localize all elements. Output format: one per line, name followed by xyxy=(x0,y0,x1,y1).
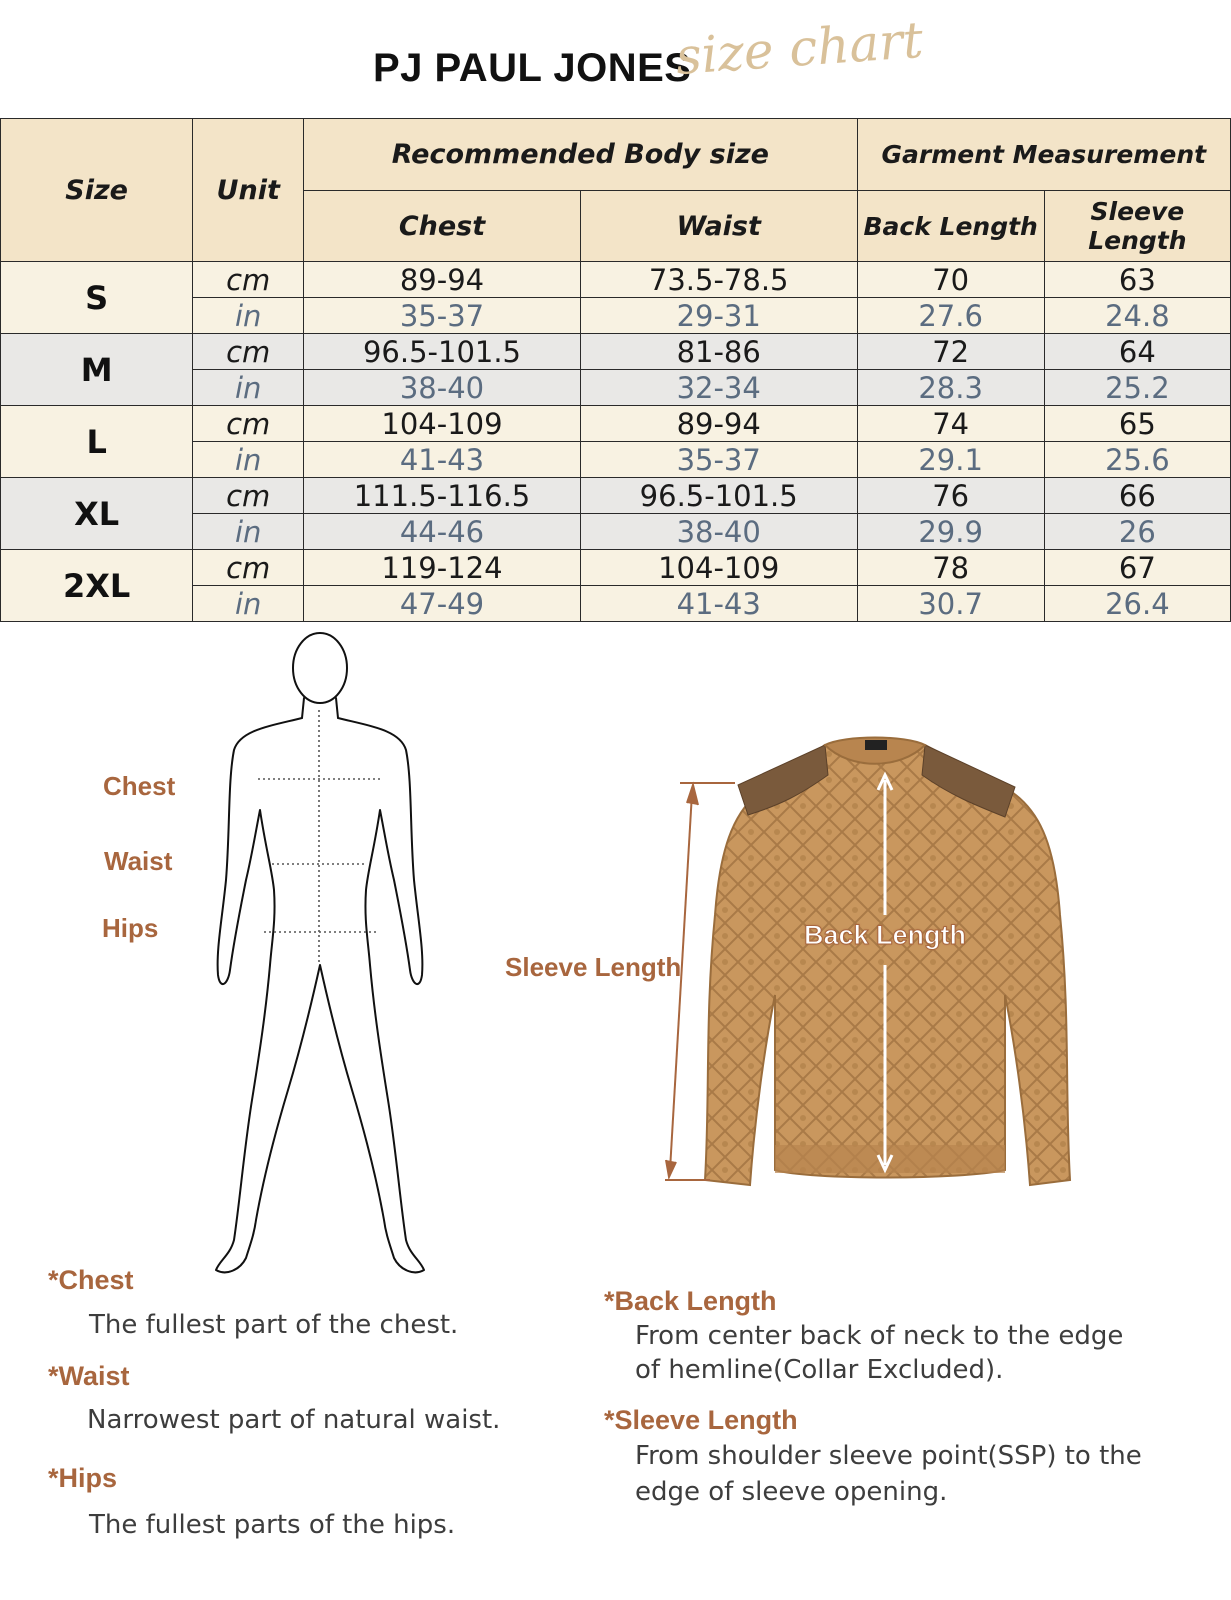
waist-cell: 89-94 xyxy=(580,406,857,442)
unit-cell: cm xyxy=(193,478,304,514)
sleeve-length-cell: 67 xyxy=(1044,550,1230,586)
note-sleeve-length-title: *Sleeve Length xyxy=(604,1405,798,1435)
header-recommended-body-size: Recommended Body size xyxy=(304,119,857,191)
body-label-hips: Hips xyxy=(102,913,159,943)
sleeve-length-cell: 64 xyxy=(1044,334,1230,370)
page-title xyxy=(0,10,1231,108)
chest-cell: 41-43 xyxy=(304,442,581,478)
header-garment-measurement: Garment Measurement xyxy=(857,119,1230,191)
size-label: XL xyxy=(1,478,193,550)
back-length-cell: 27.6 xyxy=(857,298,1044,334)
table-row xyxy=(1,406,1231,442)
waist-cell: 35-37 xyxy=(580,442,857,478)
waist-cell: 96.5-101.5 xyxy=(580,478,857,514)
size-table xyxy=(0,118,1231,622)
unit-cell: cm xyxy=(193,262,304,298)
back-length-cell: 78 xyxy=(857,550,1044,586)
back-length-cell: 74 xyxy=(857,406,1044,442)
chest-cell: 38-40 xyxy=(304,370,581,406)
chest-cell: 111.5-116.5 xyxy=(304,478,581,514)
table-row xyxy=(1,550,1231,586)
sleeve-length-cell: 26 xyxy=(1044,514,1230,550)
note-back-length-text-2: of hemline(Collar Excluded). xyxy=(635,1355,1004,1385)
header-size: Size xyxy=(1,119,193,262)
size-chart-script: size chart xyxy=(673,10,925,86)
chest-cell: 89-94 xyxy=(304,262,581,298)
back-length-cell: 29.9 xyxy=(857,514,1044,550)
note-sleeve-length-text-1: From shoulder sleeve point(SSP) to the xyxy=(635,1441,1142,1471)
waist-cell: 73.5-78.5 xyxy=(580,262,857,298)
header-unit: Unit xyxy=(193,119,304,262)
sweater-label-back-length: Back Length xyxy=(804,920,967,950)
table-row xyxy=(1,262,1231,298)
body-label-waist: Waist xyxy=(104,846,173,876)
chest-cell: 47-49 xyxy=(304,586,581,622)
unit-cell: in xyxy=(193,514,304,550)
note-chest-text: The fullest part of the chest. xyxy=(89,1310,459,1340)
size-label: L xyxy=(1,406,193,478)
note-hips-title: *Hips xyxy=(48,1463,118,1493)
size-label: S xyxy=(1,262,193,334)
waist-cell: 104-109 xyxy=(580,550,857,586)
sleeve-length-cell: 26.4 xyxy=(1044,586,1230,622)
back-length-cell: 70 xyxy=(857,262,1044,298)
chest-cell: 35-37 xyxy=(304,298,581,334)
table-row xyxy=(1,334,1231,370)
waist-cell: 32-34 xyxy=(580,370,857,406)
header-sleeve-length: Sleeve Length xyxy=(1044,191,1230,262)
size-label: M xyxy=(1,334,193,406)
unit-cell: cm xyxy=(193,550,304,586)
sleeve-length-cell: 66 xyxy=(1044,478,1230,514)
back-length-cell: 72 xyxy=(857,334,1044,370)
sleeve-length-cell: 24.8 xyxy=(1044,298,1230,334)
waist-cell: 81-86 xyxy=(580,334,857,370)
body-label-chest: Chest xyxy=(103,771,176,801)
note-chest-title: *Chest xyxy=(48,1265,134,1295)
sleeve-length-cell: 65 xyxy=(1044,406,1230,442)
chest-cell: 104-109 xyxy=(304,406,581,442)
body-figure-illustration xyxy=(200,630,440,1290)
size-label: 2XL xyxy=(1,550,193,622)
unit-cell: in xyxy=(193,370,304,406)
note-back-length-text-1: From center back of neck to the edge xyxy=(635,1321,1124,1351)
waist-cell: 38-40 xyxy=(580,514,857,550)
note-waist-text: Narrowest part of natural waist. xyxy=(87,1405,501,1435)
unit-cell: in xyxy=(193,442,304,478)
waist-cell: 29-31 xyxy=(580,298,857,334)
header-chest: Chest xyxy=(304,191,581,262)
unit-cell: in xyxy=(193,298,304,334)
back-length-cell: 28.3 xyxy=(857,370,1044,406)
unit-cell: cm xyxy=(193,334,304,370)
sleeve-length-cell: 25.6 xyxy=(1044,442,1230,478)
note-sleeve-length-text-2: edge of sleeve opening. xyxy=(635,1477,948,1507)
back-length-cell: 30.7 xyxy=(857,586,1044,622)
sleeve-length-cell: 63 xyxy=(1044,262,1230,298)
table-row xyxy=(1,478,1231,514)
header-waist: Waist xyxy=(580,191,857,262)
note-back-length-title: *Back Length xyxy=(604,1286,777,1316)
unit-cell: cm xyxy=(193,406,304,442)
brand-name: PJ PAUL JONES xyxy=(373,46,692,90)
header-back-length: Back Length xyxy=(857,191,1044,262)
note-hips-text: The fullest parts of the hips. xyxy=(89,1510,456,1540)
waist-cell: 41-43 xyxy=(580,586,857,622)
sweater-illustration xyxy=(660,715,1090,1195)
back-length-cell: 29.1 xyxy=(857,442,1044,478)
sweater-label-sleeve-length: Sleeve Length xyxy=(505,952,682,982)
note-waist-title: *Waist xyxy=(48,1361,130,1391)
sleeve-length-cell: 25.2 xyxy=(1044,370,1230,406)
chest-cell: 44-46 xyxy=(304,514,581,550)
unit-cell: in xyxy=(193,586,304,622)
chest-cell: 96.5-101.5 xyxy=(304,334,581,370)
chest-cell: 119-124 xyxy=(304,550,581,586)
back-length-cell: 76 xyxy=(857,478,1044,514)
